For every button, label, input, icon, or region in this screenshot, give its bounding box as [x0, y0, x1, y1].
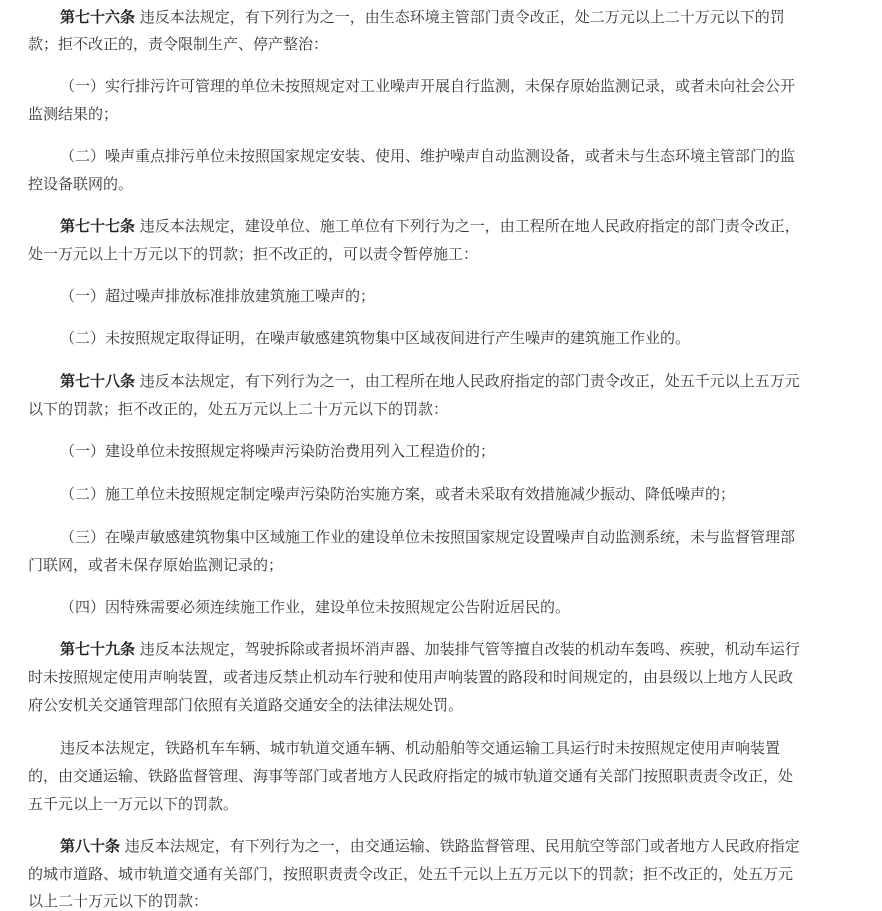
- article-76-item-1-line-2: 监测结果的；: [28, 105, 119, 123]
- article-77-item-1: （一）超过噪声排放标准排放建筑施工噪声的；: [60, 287, 376, 305]
- article-76-text-1: 违反本法规定，有下列行为之一，由生态环境主管部门责令改正，处二万元以上二十万元以下的罚: [139, 8, 785, 26]
- article-78-item-4: （四）因特殊需要必须连续施工作业，建设单位未按照规定公告附近居民的。: [60, 598, 571, 616]
- article-76-heading: 第七十六条: [60, 8, 136, 26]
- article-80-line-1: [60, 836, 800, 856]
- article-78-item-3-line-2: 门联网，或者未保存原始监测记录的；: [28, 556, 284, 574]
- article-79-para-2-line-3: 五千元以上一万元以下的罚款。: [28, 795, 239, 813]
- article-76-item-1-line-1: （一）实行排污许可管理的单位未按照规定对工业噪声开展自行监测，未保存原始监测记录，或者未向社会公开: [60, 77, 796, 95]
- article-80-heading: 第八十条: [60, 837, 121, 855]
- article-79-para-2-line-2: 的，由交通运输、铁路监督管理、海事等部门或者地方人民政府指定的城市轨道交通有关部门按照职责责令改正，处: [28, 767, 794, 785]
- article-80-line-2: 的城市道路、城市轨道交通有关部门，按照职责责令改正，处五千元以上五万元以下的罚款；拒不改正的，处五万元: [28, 865, 794, 883]
- article-78-line-2: 以下的罚款；拒不改正的，处五万元以上二十万元以下的罚款：: [28, 400, 449, 418]
- article-78-text-1: 违反本法规定，有下列行为之一，由工程所在地人民政府指定的部门责令改正，处五千元以上五万元: [139, 372, 800, 390]
- article-78-item-2: （二）施工单位未按照规定制定噪声污染防治实施方案，或者未采取有效措施减少振动、降低噪声的；: [60, 485, 736, 503]
- article-77-item-2: （二）未按照规定取得证明，在噪声敏感建筑物集中区域夜间进行产生噪声的建筑施工作业的。: [60, 329, 691, 347]
- article-77-heading: 第七十七条: [60, 217, 136, 235]
- article-76-item-2-line-2: 控设备联网的。: [28, 175, 134, 193]
- article-76-line-1: [60, 7, 785, 27]
- article-78-line-1: [60, 371, 800, 391]
- article-80-line-3: 以上二十万元以下的罚款：: [28, 892, 209, 910]
- article-79-line-1: [60, 639, 800, 659]
- article-77-line-2: 处一万元以上十万元以下的罚款；拒不改正的，可以责令暂停施工：: [28, 245, 479, 263]
- article-79-heading: 第七十九条: [60, 640, 136, 658]
- article-78-item-3-line-1: （三）在噪声敏感建筑物集中区域施工作业的建设单位未按照国家规定设置噪声自动监测系统，未与监督管理部: [60, 528, 796, 546]
- article-78-item-1: （一）建设单位未按照规定将噪声污染防治费用列入工程造价的；: [60, 442, 496, 460]
- article-78-heading: 第七十八条: [60, 372, 136, 390]
- article-79-line-3: 府公安机关交通管理部门依照有关道路交通安全的法律法规处罚。: [28, 696, 464, 714]
- article-76-item-2-line-1: （二）噪声重点排污单位未按照国家规定安装、使用、维护噪声自动监测设备，或者未与生态环境主管部门的监: [60, 147, 796, 165]
- article-80-text-1: 违反本法规定，有下列行为之一，由交通运输、铁路监督管理、民用航空等部门或者地方人民政府指定: [124, 837, 800, 855]
- article-77-line-1: [60, 216, 800, 236]
- article-77-text-1: 违反本法规定，建设单位、施工单位有下列行为之一，由工程所在地人民政府指定的部门责令改正，: [139, 217, 800, 235]
- article-76-line-2: 款；拒不改正的，责令限制生产、停产整治：: [28, 35, 329, 53]
- article-79-line-2: 时未按照规定使用声响装置，或者违反禁止机动车行驶和使用声响装置的路段和时间规定的，由县级以上地方人民政: [28, 668, 794, 686]
- article-79-para-2-line-1: 违反本法规定，铁路机车车辆、城市轨道交通车辆、机动船舶等交通运输工具运行时未按照规定使用声响装置: [60, 739, 781, 757]
- article-79-text-1: 违反本法规定，驾驶拆除或者损坏消声器、加装排气管等擅自改装的机动车轰鸣、疾驶，机动车运行: [139, 640, 800, 658]
